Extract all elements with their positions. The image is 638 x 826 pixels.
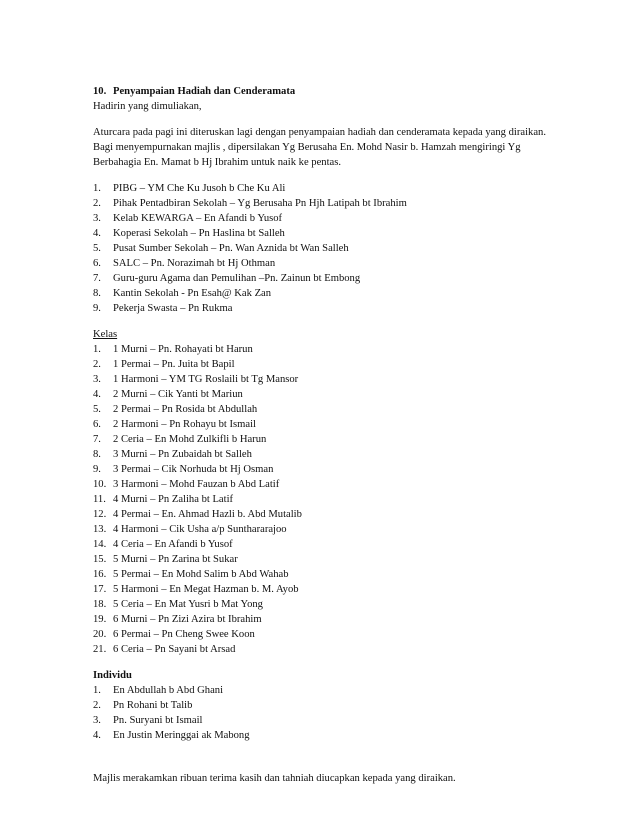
list-item xyxy=(93,196,593,211)
kelas-title: Kelas xyxy=(93,329,118,340)
item-text: 5 Murni – Pn Zarina bt Sukar xyxy=(113,554,238,565)
item-text: 4 Harmoni – Cik Usha a/p Sunthararajoo xyxy=(113,524,287,535)
item-text: 2 Murni – Cik Yanti bt Mariun xyxy=(113,389,243,400)
item-text: Pihak Pentadbiran Sekolah – Yg Berusaha Pn Hjh Latipah bt Ibrahim xyxy=(113,198,407,209)
document-body xyxy=(93,84,593,786)
item-number: 18. xyxy=(93,599,107,610)
item-number: 7. xyxy=(93,434,101,445)
section-number: 10. xyxy=(93,86,107,97)
individu-list xyxy=(93,683,593,743)
item-text: Pekerja Swasta – Pn Rukma xyxy=(113,303,233,314)
item-number: 9. xyxy=(93,464,101,475)
item-number: 15. xyxy=(93,554,107,565)
item-text: 6 Murni – Pn Zizi Azira bt Ibrahim xyxy=(113,614,262,625)
list-item xyxy=(93,342,593,357)
list-item xyxy=(93,432,593,447)
spacer xyxy=(93,743,593,771)
list-item xyxy=(93,507,593,522)
list-item xyxy=(93,402,593,417)
item-text: 1 Murni – Pn. Rohayati bt Harun xyxy=(113,344,253,355)
item-number: 3. xyxy=(93,213,101,224)
list-item xyxy=(93,537,593,552)
list-item xyxy=(93,477,593,492)
item-number: 8. xyxy=(93,288,101,299)
item-number: 19. xyxy=(93,614,107,625)
list-item xyxy=(93,357,593,372)
item-text: 4 Murni – Pn Zaliha bt Latif xyxy=(113,494,234,505)
item-number: 2. xyxy=(93,359,101,370)
item-number: 2. xyxy=(93,700,101,711)
list-item xyxy=(93,271,593,286)
item-text: 5 Permai – En Mohd Salim b Abd Wahab xyxy=(113,569,289,580)
item-number: 14. xyxy=(93,539,107,550)
item-text: 5 Harmoni – En Megat Hazman b. M. Ayob xyxy=(113,584,299,595)
spacer xyxy=(93,316,593,327)
list-item xyxy=(93,462,593,477)
item-text: En Abdullah b Abd Ghani xyxy=(113,685,224,696)
item-text: En Justin Meringgai ak Mabong xyxy=(113,730,250,741)
individu-title: Individu xyxy=(93,670,132,681)
item-text: 2 Permai – Pn Rosida bt Abdullah xyxy=(113,404,258,415)
item-text: 2 Ceria – En Mohd Zulkifli b Harun xyxy=(113,434,267,445)
kelas-list xyxy=(93,342,593,657)
item-number: 8. xyxy=(93,449,101,460)
item-number: 5. xyxy=(93,404,101,415)
item-number: 13. xyxy=(93,524,107,535)
greeting: Hadirin yang dimuliakan, xyxy=(93,101,202,112)
list-item xyxy=(93,612,593,627)
item-text: Koperasi Sekolah – Pn Haslina bt Salleh xyxy=(113,228,285,239)
list-item xyxy=(93,597,593,612)
item-text: 2 Harmoni – Pn Rohayu bt Ismail xyxy=(113,419,257,430)
item-text: Kantin Sekolah - Pn Esah@ Kak Zan xyxy=(113,288,272,299)
list-item xyxy=(93,713,593,728)
item-text: 6 Permai – Pn Cheng Swee Koon xyxy=(113,629,255,640)
item-number: 20. xyxy=(93,629,107,640)
item-text: Pn. Suryani bt Ismail xyxy=(113,715,203,726)
item-text: 4 Permai – En. Ahmad Hazli b. Abd Mutalib xyxy=(113,509,302,520)
section-title: Penyampaian Hadiah dan Cenderamata xyxy=(113,86,296,97)
item-text: 3 Permai – Cik Norhuda bt Hj Osman xyxy=(113,464,274,475)
list-item xyxy=(93,522,593,537)
item-text: 5 Ceria – En Mat Yusri b Mat Yong xyxy=(113,599,263,610)
list-item xyxy=(93,417,593,432)
spacer xyxy=(93,657,593,668)
list-item xyxy=(93,683,593,698)
intro-line: Aturcara pada pagi ini diteruskan lagi dengan penyampaian hadiah dan cenderamata kepada yang diraikan. xyxy=(93,127,546,138)
item-number: 5. xyxy=(93,243,101,254)
list-item xyxy=(93,286,593,301)
item-number: 21. xyxy=(93,644,107,655)
item-text: Pn Rohani bt Talib xyxy=(113,700,193,711)
list-item xyxy=(93,567,593,582)
list-item xyxy=(93,387,593,402)
item-number: 1. xyxy=(93,183,101,194)
intro-paragraph xyxy=(93,125,593,170)
item-text: Kelab KEWARGA – En Afandi b Yusof xyxy=(113,213,283,224)
item-text: 1 Harmoni – YM TG Roslaili bt Tg Mansor xyxy=(113,374,299,385)
item-number: 4. xyxy=(93,228,101,239)
list-item xyxy=(93,627,593,642)
section-heading xyxy=(93,84,593,99)
closing-paragraph: Majlis merakamkan ribuan terima kasih dan tahniah diucapkan kepada yang diraikan. xyxy=(93,773,456,784)
list-item xyxy=(93,372,593,387)
item-number: 3. xyxy=(93,715,101,726)
item-text: 6 Ceria – Pn Sayani bt Arsad xyxy=(113,644,236,655)
item-number: 1. xyxy=(93,685,101,696)
list-item xyxy=(93,226,593,241)
item-text: 3 Harmoni – Mohd Fauzan b Abd Latif xyxy=(113,479,280,490)
groups-list xyxy=(93,181,593,316)
list-item xyxy=(93,256,593,271)
item-text: 4 Ceria – En Afandi b Yusof xyxy=(113,539,233,550)
item-number: 6. xyxy=(93,258,101,269)
item-text: PIBG – YM Che Ku Jusoh b Che Ku Ali xyxy=(113,183,286,194)
item-number: 2. xyxy=(93,198,101,209)
item-number: 11. xyxy=(93,494,106,505)
item-number: 6. xyxy=(93,419,101,430)
list-item xyxy=(93,582,593,597)
list-item xyxy=(93,181,593,196)
item-text: Pusat Sumber Sekolah – Pn. Wan Aznida bt Wan Salleh xyxy=(113,243,349,254)
item-number: 4. xyxy=(93,389,101,400)
item-number: 1. xyxy=(93,344,101,355)
list-item xyxy=(93,728,593,743)
item-number: 16. xyxy=(93,569,107,580)
list-item xyxy=(93,552,593,567)
list-item xyxy=(93,447,593,462)
intro-line: Berbahagia En. Mamat b Hj Ibrahim untuk naik ke pentas. xyxy=(93,157,342,168)
item-number: 7. xyxy=(93,273,101,284)
spacer xyxy=(93,114,593,125)
item-number: 3. xyxy=(93,374,101,385)
spacer xyxy=(93,170,593,181)
item-text: 3 Murni – Pn Zubaidah bt Salleh xyxy=(113,449,252,460)
item-text: 1 Permai – Pn. Juita bt Bapil xyxy=(113,359,235,370)
list-item xyxy=(93,211,593,226)
item-number: 12. xyxy=(93,509,107,520)
list-item xyxy=(93,642,593,657)
item-number: 10. xyxy=(93,479,107,490)
item-number: 4. xyxy=(93,730,101,741)
list-item xyxy=(93,301,593,316)
list-item xyxy=(93,698,593,713)
intro-line: Bagi menyempurnakan majlis , dipersilakan Yg Berusaha En. Mohd Nasir b. Hamzah mengiringi Yg xyxy=(93,142,521,153)
list-item xyxy=(93,241,593,256)
item-number: 9. xyxy=(93,303,101,314)
list-item xyxy=(93,492,593,507)
item-text: SALC – Pn. Norazimah bt Hj Othman xyxy=(113,258,276,269)
item-text: Guru-guru Agama dan Pemulihan –Pn. Zainun bt Embong xyxy=(113,273,361,284)
item-number: 17. xyxy=(93,584,107,595)
